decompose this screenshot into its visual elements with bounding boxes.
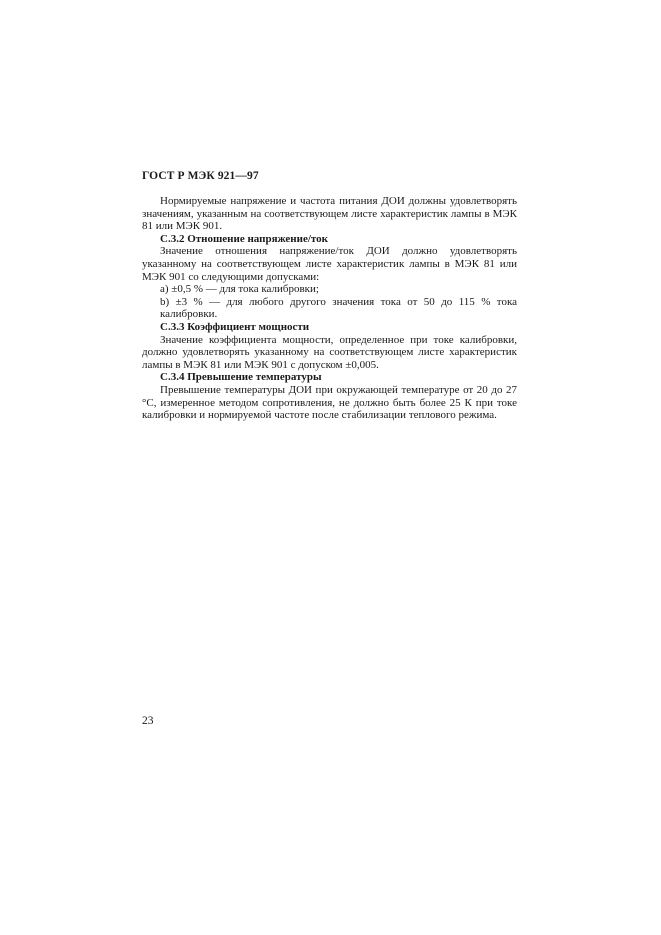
- section-c33-paragraph: Значение коэффициента мощности, определенное при токе калибровки, должно удовлетворять указанному на соответствующем листе характеристик лампы в МЭК 81 или МЭК 901 с допуском ±0,005.: [142, 333, 517, 371]
- page-number: 23: [142, 715, 154, 727]
- section-c33-heading: С.3.3 Коэффициент мощности: [160, 320, 310, 333]
- list-item-a: а) ±0,5 % — для тока калибровки;: [160, 283, 319, 296]
- section-c32-heading: С.3.2 Отношение напряжение/ток: [160, 232, 328, 245]
- section-c34-heading: С.3.4 Превышение температуры: [160, 371, 322, 384]
- section-c32-paragraph: Значение отношения напряжение/ток ДОИ должно удовлетворять указанному на соответствующем листе характеристик лампы в МЭК 81 или МЭК 901 со следующими допусками:: [142, 245, 517, 283]
- intro-paragraph: Нормируемые напряжение и частота питания ДОИ должны удовлетворять значениям, указанным на соответствующем листе характеристик лампы в МЭК 81 или МЭК 901.: [142, 195, 517, 233]
- document-body: [142, 195, 517, 422]
- section-c34-paragraph: Превышение температуры ДОИ при окружающей температуре от 20 до 27 °С, измеренное методом сопротивления, не должно быть более 25 К при токе калибровки и нормируемой частоте после стабилизации теплового режима.: [142, 383, 517, 422]
- document-header: ГОСТ Р МЭК 921—97: [142, 170, 259, 182]
- list-item-b: b) ±3 % — для любого другого значения тока от 50 до 115 % тока калибровки.: [160, 295, 517, 321]
